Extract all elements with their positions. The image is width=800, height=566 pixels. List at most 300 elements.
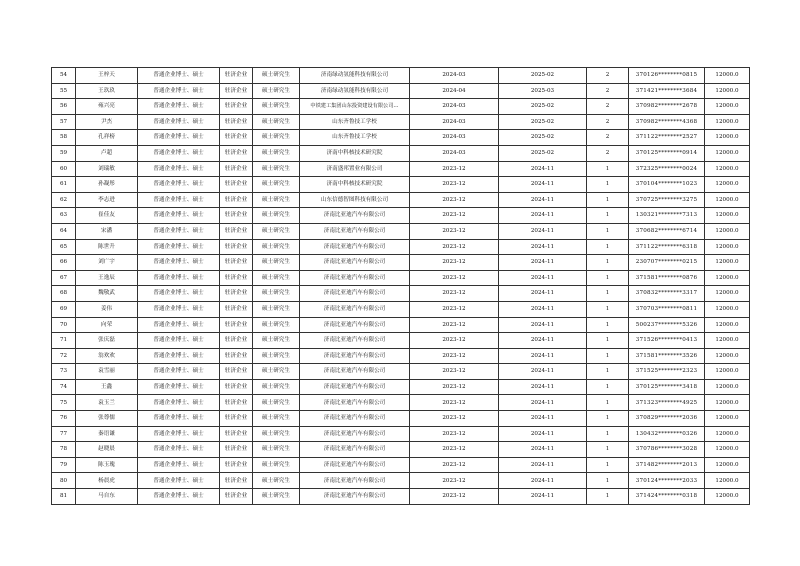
- end-month-cell: 2024-11: [499, 364, 587, 380]
- table-row: [52, 379, 750, 395]
- start-month-cell: 2023-12: [410, 489, 499, 505]
- company-cell: 济南比亚迪汽车有限公司: [300, 473, 410, 489]
- table-row: [52, 114, 750, 130]
- months-cell: 1: [587, 379, 629, 395]
- name-cell: 孙凝彤: [76, 177, 138, 193]
- name-cell: 王逸辰: [76, 270, 138, 286]
- company-cell: 济南比亚迪汽车有限公司: [300, 270, 410, 286]
- amount-cell: 12000.0: [705, 457, 750, 473]
- enterprise-type-cell: 驻济企业: [220, 68, 253, 84]
- row-number-cell: 80: [52, 473, 76, 489]
- months-cell: 1: [587, 301, 629, 317]
- degree-cell: 硕士研究生: [253, 239, 300, 255]
- name-cell: 李志进: [76, 192, 138, 208]
- table-row: [52, 239, 750, 255]
- id-number-cell: 370982********4368: [629, 114, 705, 130]
- row-number-cell: 55: [52, 83, 76, 99]
- amount-cell: 12000.0: [705, 426, 750, 442]
- amount-cell: 12000.0: [705, 161, 750, 177]
- row-number-cell: 63: [52, 208, 76, 224]
- end-month-cell: 2025-02: [499, 99, 587, 115]
- id-number-cell: 371122********2527: [629, 130, 705, 146]
- talent-type-cell: 普通企业博士、硕士: [138, 286, 220, 302]
- enterprise-type-cell: 驻济企业: [220, 379, 253, 395]
- id-number-cell: 370786********3028: [629, 442, 705, 458]
- months-cell: 1: [587, 286, 629, 302]
- months-cell: 1: [587, 473, 629, 489]
- start-month-cell: 2024-03: [410, 99, 499, 115]
- months-cell: 1: [587, 192, 629, 208]
- id-number-cell: 370124********2033: [629, 473, 705, 489]
- end-month-cell: 2024-11: [499, 317, 587, 333]
- row-number-cell: 64: [52, 223, 76, 239]
- company-cell: 济南比亚迪汽车有限公司: [300, 317, 410, 333]
- start-month-cell: 2023-12: [410, 411, 499, 427]
- amount-cell: 12000.0: [705, 333, 750, 349]
- row-number-cell: 72: [52, 348, 76, 364]
- row-number-cell: 67: [52, 270, 76, 286]
- id-number-cell: 130432********0326: [629, 426, 705, 442]
- row-number-cell: 81: [52, 489, 76, 505]
- row-number-cell: 73: [52, 364, 76, 380]
- table-row: [52, 177, 750, 193]
- months-cell: 1: [587, 395, 629, 411]
- amount-cell: 12000.0: [705, 286, 750, 302]
- talent-type-cell: 普通企业博士、硕士: [138, 364, 220, 380]
- enterprise-type-cell: 驻济企业: [220, 364, 253, 380]
- amount-cell: 12000.0: [705, 239, 750, 255]
- start-month-cell: 2023-12: [410, 255, 499, 271]
- id-number-cell: 370829********2036: [629, 411, 705, 427]
- id-number-cell: 370982********2678: [629, 99, 705, 115]
- id-number-cell: 370725********3275: [629, 192, 705, 208]
- degree-cell: 硕士研究生: [253, 426, 300, 442]
- end-month-cell: 2024-11: [499, 286, 587, 302]
- amount-cell: 12000.0: [705, 270, 750, 286]
- months-cell: 1: [587, 255, 629, 271]
- company-cell: 济南比亚迪汽车有限公司: [300, 426, 410, 442]
- degree-cell: 硕士研究生: [253, 255, 300, 271]
- table-row: [52, 83, 750, 99]
- row-number-cell: 70: [52, 317, 76, 333]
- talent-type-cell: 普通企业博士、硕士: [138, 473, 220, 489]
- table-row: [52, 68, 750, 84]
- company-cell: 中铁建工集团山东投资建设有限公司…: [300, 99, 410, 115]
- amount-cell: 12000.0: [705, 83, 750, 99]
- degree-cell: 硕士研究生: [253, 192, 300, 208]
- start-month-cell: 2023-12: [410, 177, 499, 193]
- talent-type-cell: 普通企业博士、硕士: [138, 239, 220, 255]
- name-cell: 袁雪丽: [76, 364, 138, 380]
- talent-type-cell: 普通企业博士、硕士: [138, 177, 220, 193]
- amount-cell: 12000.0: [705, 255, 750, 271]
- amount-cell: 12000.0: [705, 114, 750, 130]
- row-number-cell: 77: [52, 426, 76, 442]
- months-cell: 1: [587, 270, 629, 286]
- enterprise-type-cell: 驻济企业: [220, 192, 253, 208]
- enterprise-type-cell: 驻济企业: [220, 473, 253, 489]
- amount-cell: 12000.0: [705, 177, 750, 193]
- company-cell: 山东信德智图科技有限公司: [300, 192, 410, 208]
- enterprise-type-cell: 驻济企业: [220, 270, 253, 286]
- start-month-cell: 2023-12: [410, 192, 499, 208]
- company-cell: 济南比亚迪汽车有限公司: [300, 333, 410, 349]
- enterprise-type-cell: 驻济企业: [220, 208, 253, 224]
- row-number-cell: 74: [52, 379, 76, 395]
- name-cell: 魏敬武: [76, 286, 138, 302]
- company-cell: 济南比亚迪汽车有限公司: [300, 489, 410, 505]
- start-month-cell: 2023-12: [410, 317, 499, 333]
- company-cell: 济南比亚迪汽车有限公司: [300, 364, 410, 380]
- degree-cell: 硕士研究生: [253, 130, 300, 146]
- name-cell: 翁欢欢: [76, 348, 138, 364]
- table-row: [52, 442, 750, 458]
- months-cell: 1: [587, 333, 629, 349]
- row-number-cell: 78: [52, 442, 76, 458]
- talent-type-cell: 普通企业博士、硕士: [138, 333, 220, 349]
- start-month-cell: 2023-12: [410, 223, 499, 239]
- name-cell: 宋潘: [76, 223, 138, 239]
- degree-cell: 硕士研究生: [253, 395, 300, 411]
- degree-cell: 硕士研究生: [253, 83, 300, 99]
- table-row: [52, 426, 750, 442]
- end-month-cell: 2024-11: [499, 239, 587, 255]
- row-number-cell: 75: [52, 395, 76, 411]
- amount-cell: 12000.0: [705, 489, 750, 505]
- row-number-cell: 66: [52, 255, 76, 271]
- amount-cell: 12000.0: [705, 395, 750, 411]
- amount-cell: 12000.0: [705, 473, 750, 489]
- months-cell: 1: [587, 239, 629, 255]
- talent-type-cell: 普通企业博士、硕士: [138, 395, 220, 411]
- name-cell: 孔祥榜: [76, 130, 138, 146]
- table-row: [52, 333, 750, 349]
- degree-cell: 硕士研究生: [253, 270, 300, 286]
- degree-cell: 硕士研究生: [253, 161, 300, 177]
- name-cell: 刘瑞敏: [76, 161, 138, 177]
- table-row: [52, 255, 750, 271]
- name-cell: 王梓天: [76, 68, 138, 84]
- table-row: [52, 473, 750, 489]
- table-row: [52, 161, 750, 177]
- id-number-cell: 371581********3526: [629, 348, 705, 364]
- row-number-cell: 56: [52, 99, 76, 115]
- end-month-cell: 2025-02: [499, 68, 587, 84]
- table-row: [52, 411, 750, 427]
- id-number-cell: 371421********3684: [629, 83, 705, 99]
- degree-cell: 硕士研究生: [253, 333, 300, 349]
- amount-cell: 12000.0: [705, 317, 750, 333]
- company-cell: 济南比亚迪汽车有限公司: [300, 286, 410, 302]
- name-cell: 赵晓晨: [76, 442, 138, 458]
- amount-cell: 12000.0: [705, 411, 750, 427]
- months-cell: 1: [587, 223, 629, 239]
- start-month-cell: 2023-12: [410, 348, 499, 364]
- row-number-cell: 61: [52, 177, 76, 193]
- table-row: [52, 317, 750, 333]
- talent-type-cell: 普通企业博士、硕士: [138, 192, 220, 208]
- talent-type-cell: 普通企业博士、硕士: [138, 457, 220, 473]
- name-cell: 张尊儒: [76, 411, 138, 427]
- degree-cell: 硕士研究生: [253, 317, 300, 333]
- id-number-cell: 371526********0413: [629, 333, 705, 349]
- enterprise-type-cell: 驻济企业: [220, 395, 253, 411]
- row-number-cell: 58: [52, 130, 76, 146]
- table-row: [52, 395, 750, 411]
- start-month-cell: 2023-12: [410, 333, 499, 349]
- talent-type-cell: 普通企业博士、硕士: [138, 426, 220, 442]
- enterprise-type-cell: 驻济企业: [220, 161, 253, 177]
- company-cell: 济南比亚迪汽车有限公司: [300, 348, 410, 364]
- end-month-cell: 2024-11: [499, 223, 587, 239]
- enterprise-type-cell: 驻济企业: [220, 286, 253, 302]
- talent-type-cell: 普通企业博士、硕士: [138, 411, 220, 427]
- end-month-cell: 2024-11: [499, 270, 587, 286]
- degree-cell: 硕士研究生: [253, 489, 300, 505]
- id-number-cell: 370125********0914: [629, 145, 705, 161]
- end-month-cell: 2024-11: [499, 333, 587, 349]
- row-number-cell: 57: [52, 114, 76, 130]
- months-cell: 1: [587, 348, 629, 364]
- start-month-cell: 2023-12: [410, 239, 499, 255]
- name-cell: 刘广宇: [76, 255, 138, 271]
- row-number-cell: 59: [52, 145, 76, 161]
- name-cell: 陈玉瑰: [76, 457, 138, 473]
- start-month-cell: 2024-03: [410, 114, 499, 130]
- name-cell: 马自东: [76, 489, 138, 505]
- row-number-cell: 68: [52, 286, 76, 302]
- talent-type-cell: 普通企业博士、硕士: [138, 255, 220, 271]
- name-cell: 王玖玖: [76, 83, 138, 99]
- end-month-cell: 2024-11: [499, 301, 587, 317]
- amount-cell: 12000.0: [705, 68, 750, 84]
- start-month-cell: 2024-03: [410, 130, 499, 146]
- end-month-cell: 2024-11: [499, 192, 587, 208]
- end-month-cell: 2024-11: [499, 379, 587, 395]
- degree-cell: 硕士研究生: [253, 286, 300, 302]
- start-month-cell: 2023-12: [410, 379, 499, 395]
- name-cell: 王鑫: [76, 379, 138, 395]
- talent-type-cell: 普通企业博士、硕士: [138, 489, 220, 505]
- degree-cell: 硕士研究生: [253, 348, 300, 364]
- talent-type-cell: 普通企业博士、硕士: [138, 68, 220, 84]
- name-cell: 陈世升: [76, 239, 138, 255]
- enterprise-type-cell: 驻济企业: [220, 114, 253, 130]
- start-month-cell: 2024-04: [410, 83, 499, 99]
- id-number-cell: 371323********4925: [629, 395, 705, 411]
- company-cell: 山东齐鲁技工学校: [300, 114, 410, 130]
- table-body: [52, 68, 750, 505]
- company-cell: 济南绿动氢能科技有限公司: [300, 68, 410, 84]
- name-cell: 卢超: [76, 145, 138, 161]
- months-cell: 2: [587, 145, 629, 161]
- degree-cell: 硕士研究生: [253, 379, 300, 395]
- enterprise-type-cell: 驻济企业: [220, 99, 253, 115]
- id-number-cell: 370126********0815: [629, 68, 705, 84]
- amount-cell: 12000.0: [705, 364, 750, 380]
- amount-cell: 12000.0: [705, 223, 750, 239]
- months-cell: 1: [587, 364, 629, 380]
- table-row: [52, 301, 750, 317]
- degree-cell: 硕士研究生: [253, 442, 300, 458]
- months-cell: 1: [587, 208, 629, 224]
- row-number-cell: 76: [52, 411, 76, 427]
- start-month-cell: 2023-12: [410, 270, 499, 286]
- id-number-cell: 371122********6318: [629, 239, 705, 255]
- name-cell: 秦语谦: [76, 426, 138, 442]
- talent-type-cell: 普通企业博士、硕士: [138, 301, 220, 317]
- start-month-cell: 2023-12: [410, 364, 499, 380]
- id-number-cell: 370682********6714: [629, 223, 705, 239]
- amount-cell: 12000.0: [705, 379, 750, 395]
- months-cell: 1: [587, 426, 629, 442]
- id-number-cell: 370104********1023: [629, 177, 705, 193]
- end-month-cell: 2024-11: [499, 411, 587, 427]
- row-number-cell: 60: [52, 161, 76, 177]
- company-cell: 山东齐鲁技工学校: [300, 130, 410, 146]
- table-row: [52, 270, 750, 286]
- degree-cell: 硕士研究生: [253, 68, 300, 84]
- start-month-cell: 2023-12: [410, 473, 499, 489]
- talent-type-cell: 普通企业博士、硕士: [138, 270, 220, 286]
- company-cell: 济南比亚迪汽车有限公司: [300, 457, 410, 473]
- company-cell: 济南比亚迪汽车有限公司: [300, 395, 410, 411]
- company-cell: 济南中科核技术研究院: [300, 145, 410, 161]
- enterprise-type-cell: 驻济企业: [220, 223, 253, 239]
- company-cell: 济南盛邦置业有限公司: [300, 161, 410, 177]
- row-number-cell: 65: [52, 239, 76, 255]
- months-cell: 2: [587, 68, 629, 84]
- company-cell: 济南中科核技术研究院: [300, 177, 410, 193]
- start-month-cell: 2023-12: [410, 161, 499, 177]
- id-number-cell: 371482********2013: [629, 457, 705, 473]
- enterprise-type-cell: 驻济企业: [220, 145, 253, 161]
- degree-cell: 硕士研究生: [253, 411, 300, 427]
- enterprise-type-cell: 驻济企业: [220, 83, 253, 99]
- start-month-cell: 2023-12: [410, 395, 499, 411]
- id-number-cell: 370832********3317: [629, 286, 705, 302]
- end-month-cell: 2025-02: [499, 130, 587, 146]
- table-row: [52, 208, 750, 224]
- company-cell: 济南比亚迪汽车有限公司: [300, 223, 410, 239]
- talent-type-cell: 普通企业博士、硕士: [138, 130, 220, 146]
- degree-cell: 硕士研究生: [253, 223, 300, 239]
- id-number-cell: 372325********0024: [629, 161, 705, 177]
- start-month-cell: 2023-12: [410, 426, 499, 442]
- talent-type-cell: 普通企业博士、硕士: [138, 317, 220, 333]
- months-cell: 1: [587, 161, 629, 177]
- talent-type-cell: 普通企业博士、硕士: [138, 348, 220, 364]
- end-month-cell: 2024-11: [499, 395, 587, 411]
- degree-cell: 硕士研究生: [253, 457, 300, 473]
- start-month-cell: 2023-12: [410, 286, 499, 302]
- end-month-cell: 2024-11: [499, 177, 587, 193]
- end-month-cell: 2024-11: [499, 442, 587, 458]
- months-cell: 1: [587, 177, 629, 193]
- name-cell: 杨晨虎: [76, 473, 138, 489]
- months-cell: 2: [587, 114, 629, 130]
- enterprise-type-cell: 驻济企业: [220, 255, 253, 271]
- degree-cell: 硕士研究生: [253, 473, 300, 489]
- months-cell: 1: [587, 442, 629, 458]
- table-row: [52, 286, 750, 302]
- company-cell: 济南比亚迪汽车有限公司: [300, 255, 410, 271]
- name-cell: 姜伟: [76, 301, 138, 317]
- name-cell: 张庆磊: [76, 333, 138, 349]
- name-cell: 向荣: [76, 317, 138, 333]
- table-row: [52, 364, 750, 380]
- id-number-cell: 370125********3418: [629, 379, 705, 395]
- end-month-cell: 2024-11: [499, 348, 587, 364]
- start-month-cell: 2023-12: [410, 301, 499, 317]
- enterprise-type-cell: 驻济企业: [220, 426, 253, 442]
- end-month-cell: 2024-11: [499, 161, 587, 177]
- end-month-cell: 2024-11: [499, 473, 587, 489]
- row-number-cell: 54: [52, 68, 76, 84]
- row-number-cell: 79: [52, 457, 76, 473]
- enterprise-type-cell: 驻济企业: [220, 177, 253, 193]
- amount-cell: 12000.0: [705, 192, 750, 208]
- id-number-cell: 371424********0318: [629, 489, 705, 505]
- amount-cell: 12000.0: [705, 145, 750, 161]
- amount-cell: 12000.0: [705, 348, 750, 364]
- months-cell: 2: [587, 83, 629, 99]
- enterprise-type-cell: 驻济企业: [220, 239, 253, 255]
- company-cell: 济南比亚迪汽车有限公司: [300, 379, 410, 395]
- id-number-cell: 230707********0215: [629, 255, 705, 271]
- degree-cell: 硕士研究生: [253, 364, 300, 380]
- company-cell: 济南绿动氢能科技有限公司: [300, 83, 410, 99]
- enterprise-type-cell: 驻济企业: [220, 442, 253, 458]
- months-cell: 1: [587, 317, 629, 333]
- row-number-cell: 69: [52, 301, 76, 317]
- enterprise-type-cell: 驻济企业: [220, 489, 253, 505]
- name-cell: 尹杰: [76, 114, 138, 130]
- company-cell: 济南比亚迪汽车有限公司: [300, 301, 410, 317]
- end-month-cell: 2025-03: [499, 83, 587, 99]
- table-row: [52, 348, 750, 364]
- name-cell: 雍兴亮: [76, 99, 138, 115]
- talent-type-cell: 普通企业博士、硕士: [138, 161, 220, 177]
- id-number-cell: 370703********0811: [629, 301, 705, 317]
- table-row: [52, 457, 750, 473]
- talent-type-cell: 普通企业博士、硕士: [138, 145, 220, 161]
- start-month-cell: 2024-03: [410, 145, 499, 161]
- end-month-cell: 2024-11: [499, 255, 587, 271]
- amount-cell: 12000.0: [705, 442, 750, 458]
- start-month-cell: 2023-12: [410, 208, 499, 224]
- enterprise-type-cell: 驻济企业: [220, 411, 253, 427]
- table-row: [52, 192, 750, 208]
- months-cell: 1: [587, 489, 629, 505]
- degree-cell: 硕士研究生: [253, 99, 300, 115]
- row-number-cell: 71: [52, 333, 76, 349]
- talent-type-cell: 普通企业博士、硕士: [138, 99, 220, 115]
- name-cell: 袁玉兰: [76, 395, 138, 411]
- talent-type-cell: 普通企业博士、硕士: [138, 114, 220, 130]
- company-cell: 济南比亚迪汽车有限公司: [300, 411, 410, 427]
- end-month-cell: 2024-11: [499, 489, 587, 505]
- enterprise-type-cell: 驻济企业: [220, 457, 253, 473]
- degree-cell: 硕士研究生: [253, 145, 300, 161]
- talent-type-cell: 普通企业博士、硕士: [138, 442, 220, 458]
- months-cell: 1: [587, 411, 629, 427]
- degree-cell: 硕士研究生: [253, 301, 300, 317]
- table-row: [52, 145, 750, 161]
- end-month-cell: 2025-02: [499, 145, 587, 161]
- end-month-cell: 2025-02: [499, 114, 587, 130]
- months-cell: 1: [587, 457, 629, 473]
